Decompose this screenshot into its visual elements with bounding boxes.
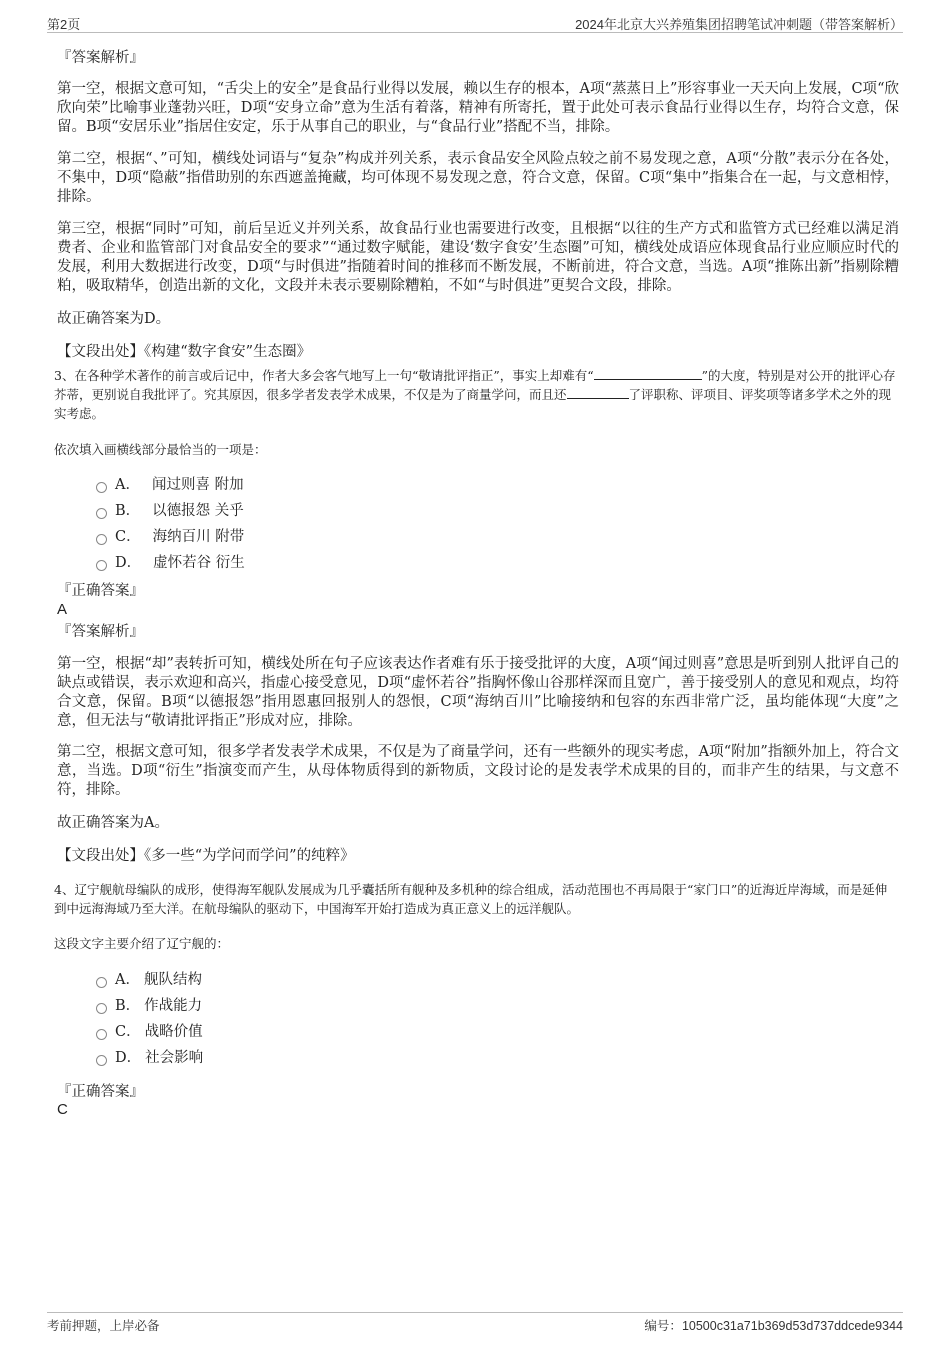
radio-icon[interactable] — [96, 977, 107, 988]
option-label: D． — [115, 1050, 142, 1066]
page-footer — [47, 1312, 903, 1333]
q3-stem-part2: ”的大度，特别是对公开的批评心存芥蒂，更别说自我批评了。究其原因，很多学者发表学术成果，不仅是为了商量学问，而且还 — [54, 368, 896, 402]
q3-blank-2 — [567, 385, 629, 399]
q3-stem-part3: 了评职称、评项目、评奖项等诸多学术之外的现实考虑。 — [54, 387, 892, 421]
option-label: D． — [115, 555, 142, 571]
q3-conclusion: 故正确答案为A。 — [57, 815, 169, 831]
q4-option-b[interactable] — [96, 996, 202, 1016]
q3-option-b[interactable] — [96, 501, 244, 521]
q3-analysis-p1: 第一空，根据“却”表转折可知，横线处所在句子应该表达作者难有乐于接受批评的大度，A项“闻过则喜”意思是听到别人批评自己的缺点或错误，表示欢迎和高兴，指虚心接受意见，D项“虚怀若谷”指胸怀像山谷那样深而且宽广，善于接受别人的意见和观点，均符合文意，保留。B项“以德报怨”指用恩惠回报别人的怨恨，C项“海纳百川”比喻接纳和包容的东西非常广泛，虽均能体现“大度”之意，但无法与“敬请批评指正”形成对应，排除。 — [57, 656, 899, 729]
option-text: 社会影响 — [145, 1050, 204, 1066]
q2-conclusion: 故正确答案为D。 — [57, 311, 171, 327]
option-label: C． — [115, 1024, 141, 1040]
q3-answer-label: 『正确答案』 — [57, 583, 144, 599]
footer-code — [644, 1316, 903, 1334]
q3-analysis-p2: 第二空，根据文意可知，很多学者发表学术成果，不仅是为了商量学问，还有一些额外的现实考虑，A项“附加”指额外加上，符合文意，当选。D项“衍生”指演变而产生，从母体物质得到的新物质，文段讨论的是发表学术成果的目的，而非产生的结果，与文意不符，排除。 — [57, 744, 899, 798]
radio-icon[interactable] — [96, 1029, 107, 1040]
option-text: 海纳百川 附带 — [152, 529, 245, 545]
q3-blank-1 — [594, 366, 702, 380]
q3-source: 【文段出处】《多一些“为学问而学问”的纯粹》 — [57, 848, 355, 864]
option-label: B． — [115, 998, 141, 1014]
q4-stem: 4、辽宁舰航母编队的成形，使得海军舰队发展成为几乎囊括所有舰种及多机种的综合组成，活动范围也不再局限于“家门口”的近海近岸海域，而是延伸到中远海海域乃至大洋。在航母编队的驱动下，中国海军开始打造成为真正意义上的远洋舰队。 — [54, 882, 888, 916]
q3-option-a[interactable] — [96, 475, 244, 495]
option-text: 虚怀若谷 衍生 — [153, 555, 245, 571]
option-text: 作战能力 — [144, 998, 203, 1014]
option-label: C． — [115, 529, 141, 545]
radio-icon[interactable] — [96, 560, 107, 571]
option-text: 舰队结构 — [143, 972, 202, 988]
option-label: A． — [115, 972, 140, 988]
q3-analysis-label: 『答案解析』 — [57, 624, 144, 640]
q4-answer: C — [57, 1101, 68, 1118]
document-title: 2024年北京大兴养殖集团招聘笔试冲刺题（带答案解析） — [575, 17, 903, 32]
footer-code-label: 编号： — [644, 1319, 682, 1333]
footer-slogan: 考前押题，上岸必备 — [47, 1318, 160, 1333]
radio-icon[interactable] — [96, 534, 107, 545]
q4-answer-label: 『正确答案』 — [57, 1084, 144, 1100]
page-number: 第2页 — [47, 17, 81, 32]
radio-icon[interactable] — [96, 1055, 107, 1066]
q3-answer: A — [57, 601, 68, 618]
q4-option-d[interactable] — [96, 1048, 203, 1068]
radio-icon[interactable] — [96, 1003, 107, 1014]
q3-stem-part1: 3、在各种学术著作的前言或后记中，作者大多会客气地写上一句“敬请批评指正”，事实上却难有“ — [54, 368, 594, 383]
q3-instruction: 依次填入画横线部分最恰当的一项是： — [54, 442, 267, 457]
q2-source: 【文段出处】《构建“数字食安”生态圈》 — [57, 344, 312, 360]
q2-analysis-p1: 第一空，根据文意可知，“舌尖上的安全”是食品行业得以发展，赖以生存的根本，A项“蒸蒸日上”形容事业一天天向上发展，C项“欣欣向荣”比喻事业蓬勃兴旺，D项“安身立命”意为生活有着落，精神有所寄托，置于此处可表示食品行业得以生存，均符合文意，保留。B项“安居乐业”指居住安定，乐于从事自己的职业，与“食品行业”搭配不当，排除。 — [57, 81, 899, 135]
q3-option-d[interactable] — [96, 553, 245, 573]
option-text: 战略价值 — [144, 1024, 203, 1040]
q4-option-a[interactable] — [96, 970, 202, 990]
radio-icon[interactable] — [96, 508, 107, 519]
q4-instruction: 这段文字主要介绍了辽宁舰的： — [54, 936, 230, 951]
q2-analysis-p3: 第三空，根据“同时”可知，前后呈近义并列关系，故食品行业也需要进行改变，且根据“以往的生产方式和监管方式已经难以满足消费者、企业和监管部门对食品安全的要求”“通过数字赋能，建设‘数字食安’生态圈”可知，横线处成语应体现食品行业应顺应时代的发展，利用大数据进行改变，D项“与时俱进”指随着时间的推移而不断发展，不断前进，符合文意，当选。A项“推陈出新”指剔除糟粕，吸取精华，创造出新的文化，文段并未表示要剔除糟粕，不如“与时俱进”更契合文段，排除。 — [57, 221, 899, 294]
option-label: B． — [115, 503, 141, 519]
q3-stem — [54, 366, 899, 423]
option-text: 以德报怨 关乎 — [152, 503, 244, 519]
option-text: 闻过则喜 附加 — [151, 477, 244, 493]
option-label: A． — [115, 477, 140, 493]
q2-analysis-label: 『答案解析』 — [57, 50, 144, 66]
radio-icon[interactable] — [96, 482, 107, 493]
q3-option-c[interactable] — [96, 527, 244, 547]
q4-option-c[interactable] — [96, 1022, 203, 1042]
q2-analysis-p2: 第二空，根据“、”可知，横线处词语与“复杂”构成并列关系，表示食品安全风险点较之前不易发现之意，A项“分散”表示分在各处，不集中，D项“隐蔽”指借助别的东西遮盖掩藏，均可体现不易发现之意，符合文意，保留。C项“集中”指集合在一起，与文意相悖，排除。 — [57, 151, 899, 205]
footer-code-value: 10500c31a71b369d53d737ddcede9344 — [681, 1319, 903, 1333]
page-header — [47, 14, 903, 33]
